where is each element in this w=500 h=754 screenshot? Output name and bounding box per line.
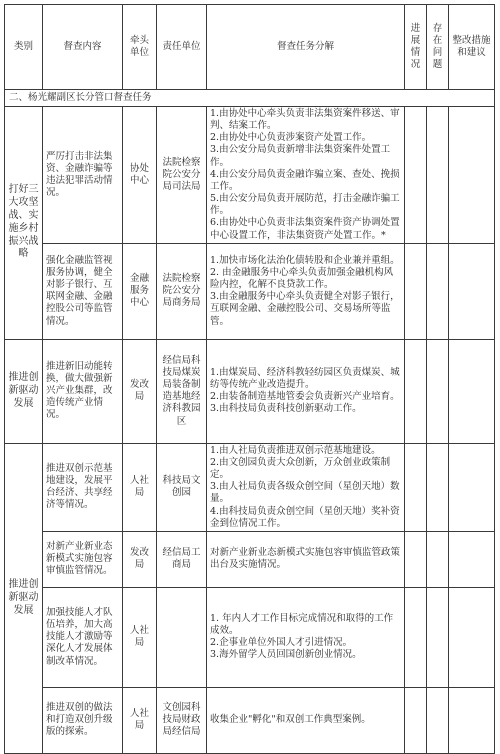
task-line: 3.海外留学人员回国创新创业情况。: [210, 649, 362, 661]
issues-cell: [427, 443, 449, 531]
progress-cell: [405, 531, 427, 587]
issues-cell: [427, 339, 449, 443]
category-cell: 推进创新驱动发展: [5, 339, 43, 443]
lead-unit-cell: 发改局: [123, 339, 157, 443]
task-line: 2.由文创园负责大众创新，万众创业政策制定。: [210, 456, 391, 481]
header-tasks: 督查任务分解: [207, 5, 405, 90]
task-cell: [207, 243, 405, 339]
resp-unit-cell: 文创园科技局财政局经信局: [157, 687, 207, 753]
task-cell: [207, 107, 405, 244]
resp-unit-cell: 经信局工商局: [157, 531, 207, 587]
issues-cell: [427, 531, 449, 587]
table-row: [5, 531, 495, 587]
category-cell: 打好三大攻坚战、实施乡村振兴战略: [5, 107, 43, 340]
category-cell: 推进创新驱动发展: [5, 443, 43, 753]
lead-unit-cell: 金融服务中心: [123, 243, 157, 339]
task-line: 2. 由金融服务中心牵头负责加强金融机构风险内控，化解不良贷款工作。: [210, 266, 394, 291]
resp-unit-cell: 经信局科技局煤炭局装备制造基地经济科教园区: [157, 339, 207, 443]
rectify-cell: [449, 687, 495, 753]
header-rectify: 整改措施和建议: [449, 5, 495, 90]
progress-cell: [405, 687, 427, 753]
progress-cell: [405, 107, 427, 244]
task-cell: [207, 687, 405, 753]
header-content: 督查内容: [43, 5, 123, 90]
table-row: [5, 107, 495, 244]
content-cell: 对新产业新业态新模式实施包容审慎监管情况。: [43, 531, 123, 587]
task-line: 5.由公安分局负责开展防范，打击金融诈骗工作。: [210, 193, 400, 217]
resp-unit-cell: 法院检察院公安分局商务局: [157, 243, 207, 339]
section-title-row: [5, 90, 495, 107]
task-cell: [207, 339, 405, 443]
task-line: 4.由科技局负责众创空间（星创天地）奖补资金到位情况工作。: [210, 505, 400, 529]
header-resp-unit: 责任单位: [157, 5, 207, 90]
issues-cell: [427, 687, 449, 753]
task-line: 1. 年内人才工作目标完成情况和取得的工作成效。: [210, 613, 394, 637]
progress-cell: [405, 339, 427, 443]
progress-cell: [405, 243, 427, 339]
rectify-cell: [449, 587, 495, 687]
lead-unit-cell: 发改局: [123, 531, 157, 587]
content-cell: 推进双创的做法和打造双创升级版的探索。: [43, 687, 123, 753]
task-line: 4.由公安分局负责金融诈骗立案、查处、挽损工作。: [210, 168, 400, 192]
content-cell: 推进新旧动能转换，做大做强新兴产业集群，改造传统产业情况。: [43, 339, 123, 443]
section-title: 二、杨光耀副区长分管口督查任务: [5, 90, 495, 107]
task-line: 1.加快市场化法治化债转股和企业兼并重组。: [210, 254, 400, 266]
task-cell: [207, 443, 405, 531]
rectify-cell: [449, 107, 495, 244]
issues-cell: [427, 587, 449, 687]
content-cell: 推进双创示范基地建设，发展平台经济、共享经济等情况。: [43, 443, 123, 531]
task-line: 3.由科技局负责科技创新驱动工作。: [210, 403, 362, 415]
supervision-task-table: [4, 4, 495, 754]
progress-cell: [405, 443, 427, 531]
task-line: 2.由协处中心负责涉案资产处置工作。: [210, 132, 372, 144]
task-line: 1.由煤炭局、经济科教轻纺园区负责煤炭、城纺等传统产业改造提升。: [210, 366, 400, 391]
table-header-row: [5, 5, 495, 90]
header-lead-unit: 牵头单位: [123, 5, 157, 90]
task-line: 2.由装备制造基地管委会负责新兴产业培育。: [210, 391, 400, 403]
rectify-cell: [449, 531, 495, 587]
table-row: [5, 243, 495, 339]
task-line: 6.由协处中心负责非法集资案件资产协调处置中心设置工作，非法集资资产处置工作。*: [210, 217, 400, 241]
header-progress: 进展情况: [405, 5, 427, 90]
issues-cell: [427, 107, 449, 244]
header-issues: 存在问题: [427, 5, 449, 90]
task-line: 3.由金融服务中心牵头负责健全对影子银行，互联网金融、金融控股公司、交易场所等监管。: [210, 291, 400, 327]
task-cell: [207, 531, 405, 587]
issues-cell: [427, 243, 449, 339]
rectify-cell: [449, 443, 495, 531]
resp-unit-cell: [157, 587, 207, 687]
task-line: 2.企事业单位外国人才引进情况。: [210, 637, 353, 649]
table-row: [5, 339, 495, 443]
content-cell: 加强技能人才队伍培养，加大高技能人才激励等深化人才发展体制改革情况。: [43, 587, 123, 687]
task-line: 对新产业新业态新模式实施包容审慎监管政策出台及实施情况。: [210, 547, 401, 571]
supervision-task-table-page: [4, 4, 494, 738]
task-line: 1.由人社局负责推进双创示范基地建设。: [210, 444, 381, 456]
table-row: [5, 587, 495, 687]
lead-unit-cell: 人社局: [123, 687, 157, 753]
header-category: 类别: [5, 5, 43, 90]
task-line: 收集企业"孵化"和双创工作典型案例。: [210, 714, 371, 726]
rectify-cell: [449, 339, 495, 443]
content-cell: 强化金融监管视服务协调，健全对影子银行、互联网金融、金融控股公司等监管情况。: [43, 243, 123, 339]
task-cell: [207, 587, 405, 687]
task-line: 1.由协处中心牵头负责非法集资案件移送、审判、结案工作。: [210, 108, 400, 132]
content-cell: 严厉打击非法集资、金融诈骗等违法犯罪活动情况。: [43, 107, 123, 244]
lead-unit-cell: 协处中心: [123, 107, 157, 244]
table-row: [5, 687, 495, 753]
resp-unit-cell: 法院检察院公安分局司法局: [157, 107, 207, 244]
task-line: 3.由人社局负责各级众创空间（星创天地）数量。: [210, 481, 400, 505]
progress-cell: [405, 587, 427, 687]
table-row: [5, 443, 495, 531]
task-line: 3.由公安分局负责新增非法集资案件处置工作。: [210, 144, 391, 168]
lead-unit-cell: 人社局: [123, 443, 157, 531]
rectify-cell: [449, 243, 495, 339]
resp-unit-cell: 科技局文创园: [157, 443, 207, 531]
lead-unit-cell: 人社局: [123, 587, 157, 687]
